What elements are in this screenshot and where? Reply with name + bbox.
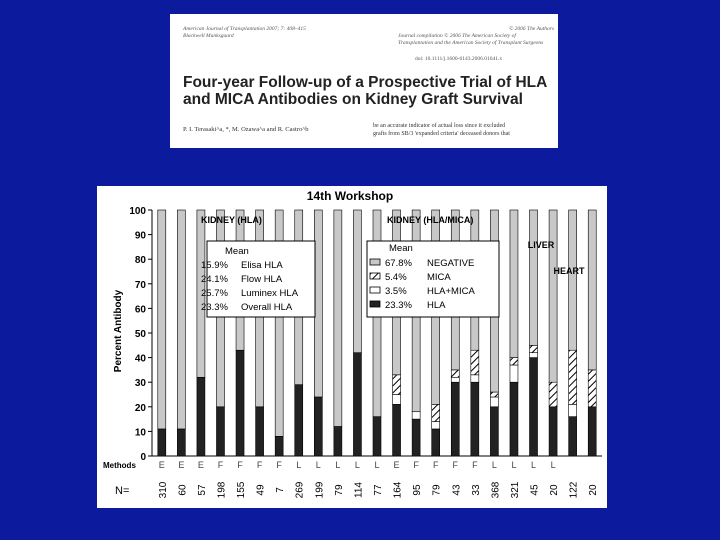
bar-hla — [216, 407, 224, 456]
x-labels — [158, 460, 599, 498]
n-label: 20 — [588, 484, 600, 496]
bar-hla — [588, 407, 596, 456]
method-label: E — [158, 460, 165, 470]
method-label: F — [432, 460, 439, 470]
n-label: 368 — [490, 481, 502, 499]
swatch-negative — [370, 259, 380, 265]
y-tick-label: 10 — [134, 427, 146, 439]
bar-hla — [295, 385, 303, 456]
method-label: L — [354, 460, 360, 470]
n-label: 79 — [333, 484, 345, 496]
bar-negative — [314, 210, 322, 397]
n-label: 321 — [509, 481, 521, 499]
y-tick-label: 80 — [134, 255, 146, 267]
legend-mica-label: HLA — [427, 300, 446, 311]
bar-hla — [334, 426, 342, 456]
bar-hla — [314, 397, 322, 456]
n-label: 199 — [314, 481, 326, 499]
bar-hla-mica — [393, 395, 401, 405]
bar-negative — [530, 210, 538, 345]
y-tick-label: 90 — [134, 230, 146, 242]
bar-hla — [432, 429, 440, 456]
bar-hla — [412, 419, 420, 456]
title-line: Four-year Follow-up of a Prospective Trial of HLA — [183, 74, 548, 91]
bar-hla — [197, 377, 205, 456]
method-label: L — [374, 460, 380, 470]
method-label: E — [197, 460, 204, 470]
bar-mica — [471, 350, 479, 375]
method-label: L — [335, 460, 341, 470]
bar-negative — [588, 210, 596, 370]
bar-negative — [549, 210, 557, 382]
bar-negative — [569, 210, 577, 350]
method-label: L — [531, 460, 537, 470]
n-label: 60 — [177, 484, 189, 496]
bar-mica — [393, 375, 401, 395]
chart-title: 14th Workshop — [306, 189, 394, 203]
legend-hla-header: Mean — [225, 246, 249, 257]
paper-body-text — [373, 122, 553, 138]
doi: doi: 10.1111/j.1600-6143.2006.01641.x — [415, 56, 503, 62]
journal-line: American Journal of Transplantation 2007; 7: 408–415 — [183, 26, 306, 32]
bar-mica — [451, 370, 459, 377]
bar-mica — [549, 382, 557, 407]
method-label: F — [276, 460, 282, 470]
swatch-hla-mica — [370, 287, 380, 293]
copyright-line: © 2006 The Authors — [509, 26, 554, 32]
section-label-kidney-mica: KIDNEY (HLA/MICA) — [387, 215, 474, 225]
n-label: 20 — [549, 484, 561, 496]
n-label: 198 — [216, 481, 228, 499]
bar-mica — [510, 358, 518, 365]
body-line: grafts from SB/3 'expanded criteria' deceased donors that — [373, 131, 510, 137]
method-label: F — [472, 460, 478, 470]
bar-negative — [510, 210, 518, 358]
paper-header — [170, 14, 558, 148]
y-tick-label: 0 — [140, 452, 146, 463]
section-label-kidney-hla: KIDNEY (HLA) — [201, 215, 262, 225]
section-label-liver: LIVER — [527, 240, 555, 250]
bar-hla-mica — [530, 353, 538, 358]
swatch-mica — [370, 273, 380, 279]
bar-negative — [158, 210, 166, 429]
legend-hla-label: Flow HLA — [241, 274, 283, 285]
bar-hla — [177, 429, 185, 456]
method-label: F — [256, 460, 263, 470]
bar-hla — [393, 404, 401, 456]
bar-hla — [530, 358, 538, 456]
bar-mica — [569, 350, 577, 404]
legend-hla-value: 24.1% — [201, 274, 228, 285]
bar-hla — [471, 382, 479, 456]
bar-negative — [353, 210, 361, 353]
bar-hla-mica — [432, 422, 440, 429]
method-label: L — [511, 460, 517, 470]
method-label: F — [237, 460, 243, 470]
legend-mica-label: NEGATIVE — [427, 258, 475, 269]
legend-hla-value: 23.3% — [201, 302, 228, 313]
n-label: 77 — [373, 484, 384, 496]
y-tick-label: 60 — [134, 304, 146, 316]
method-label: F — [452, 460, 459, 470]
method-label: E — [178, 460, 185, 470]
bar-hla — [451, 382, 459, 456]
bar-hla — [256, 407, 264, 456]
n-label: 79 — [431, 484, 443, 496]
bar-hla — [490, 407, 498, 456]
legend-hla-label: Luminex HLA — [241, 288, 299, 299]
y-tick-label: 50 — [134, 329, 146, 340]
legend-hla-value: 25.7% — [201, 288, 228, 299]
n-label: 33 — [470, 484, 482, 496]
legend-hla-label: Elisa HLA — [241, 260, 283, 271]
section-label-heart: HEART — [553, 266, 585, 276]
n-label: 7 — [275, 487, 287, 493]
journal-citation — [183, 26, 306, 40]
legend-mica-header: Mean — [389, 243, 413, 254]
y-tick-label: 100 — [129, 206, 146, 217]
n-label: 114 — [353, 482, 365, 498]
y-axis-label: Percent Antibody — [113, 289, 124, 373]
legend-mica-label: HLA+MICA — [427, 286, 475, 297]
bar-hla-mica — [490, 397, 498, 407]
bar-hla-mica — [569, 404, 577, 416]
n-label: 95 — [412, 484, 424, 496]
n-label: 164 — [392, 481, 404, 499]
legend-mica-label: MICA — [427, 272, 451, 283]
swatch-hla — [370, 301, 380, 307]
y-tick-label: 40 — [134, 353, 146, 365]
n-label: 45 — [529, 484, 541, 496]
workshop-chart — [97, 186, 607, 508]
n-row-label: N= — [115, 485, 130, 497]
bar-hla — [275, 436, 283, 456]
method-label: L — [550, 460, 556, 470]
n-label: 310 — [157, 481, 169, 499]
legend-hla-label: Overall HLA — [241, 302, 293, 313]
legend-mica-value: 23.3% — [385, 300, 412, 311]
y-tick-label: 30 — [134, 378, 146, 390]
copyright-line: Journal compilation © 2006 The American Society of — [398, 33, 516, 39]
bar-hla — [549, 407, 557, 456]
method-label: F — [217, 460, 224, 470]
bar-hla-mica — [471, 375, 479, 382]
n-label: 57 — [196, 484, 208, 496]
bar-hla-mica — [451, 377, 459, 382]
bar-hla — [569, 417, 577, 456]
bar-hla — [236, 350, 244, 456]
legend-hla-value: 15.9% — [201, 260, 228, 271]
bar-mica — [530, 345, 538, 352]
n-label: 49 — [255, 484, 267, 496]
copyright-block — [398, 26, 554, 47]
method-label: F — [413, 460, 419, 470]
paper-title — [183, 74, 553, 108]
title-line: and MICA Antibodies on Kidney Graft Survival — [183, 91, 523, 108]
copyright-line: Transplantation and the American Society of Transplant Surgeons — [398, 40, 544, 46]
method-label: L — [315, 460, 321, 470]
publisher-line: Blackwell Munksgaard — [183, 33, 234, 39]
bar-mica — [588, 370, 596, 407]
method-label: L — [296, 460, 302, 470]
bar-hla — [158, 429, 166, 456]
bar-hla — [353, 353, 361, 456]
bar-hla-mica — [412, 412, 420, 419]
legend-mica-value: 5.4% — [385, 272, 407, 283]
bar-hla — [373, 417, 381, 456]
bar-hla-mica — [510, 365, 518, 382]
n-label: 122 — [568, 481, 580, 499]
legend-mica-value: 3.5% — [385, 286, 407, 297]
bar-hla — [510, 382, 518, 456]
legend-mica-value: 67.8% — [385, 258, 412, 269]
bar-mica — [432, 404, 440, 421]
bar-negative — [334, 210, 342, 426]
bar-mica — [490, 392, 498, 397]
y-tick-label: 70 — [134, 279, 146, 291]
n-label: 43 — [451, 484, 463, 496]
methods-row-label: Methods — [103, 461, 136, 470]
chart-panel — [97, 186, 607, 508]
method-label: E — [393, 460, 400, 470]
method-label: L — [491, 460, 497, 470]
body-line: be an accurate indicator of actual loss since it excluded — [373, 123, 506, 129]
y-tick-label: 20 — [134, 402, 146, 414]
n-label: 269 — [294, 481, 306, 499]
bar-negative — [177, 210, 185, 429]
paper-authors: P. I. Terasaki^a, *, M. Ozawa^a and R. Castro^b — [183, 126, 309, 133]
n-label: 155 — [236, 481, 248, 499]
